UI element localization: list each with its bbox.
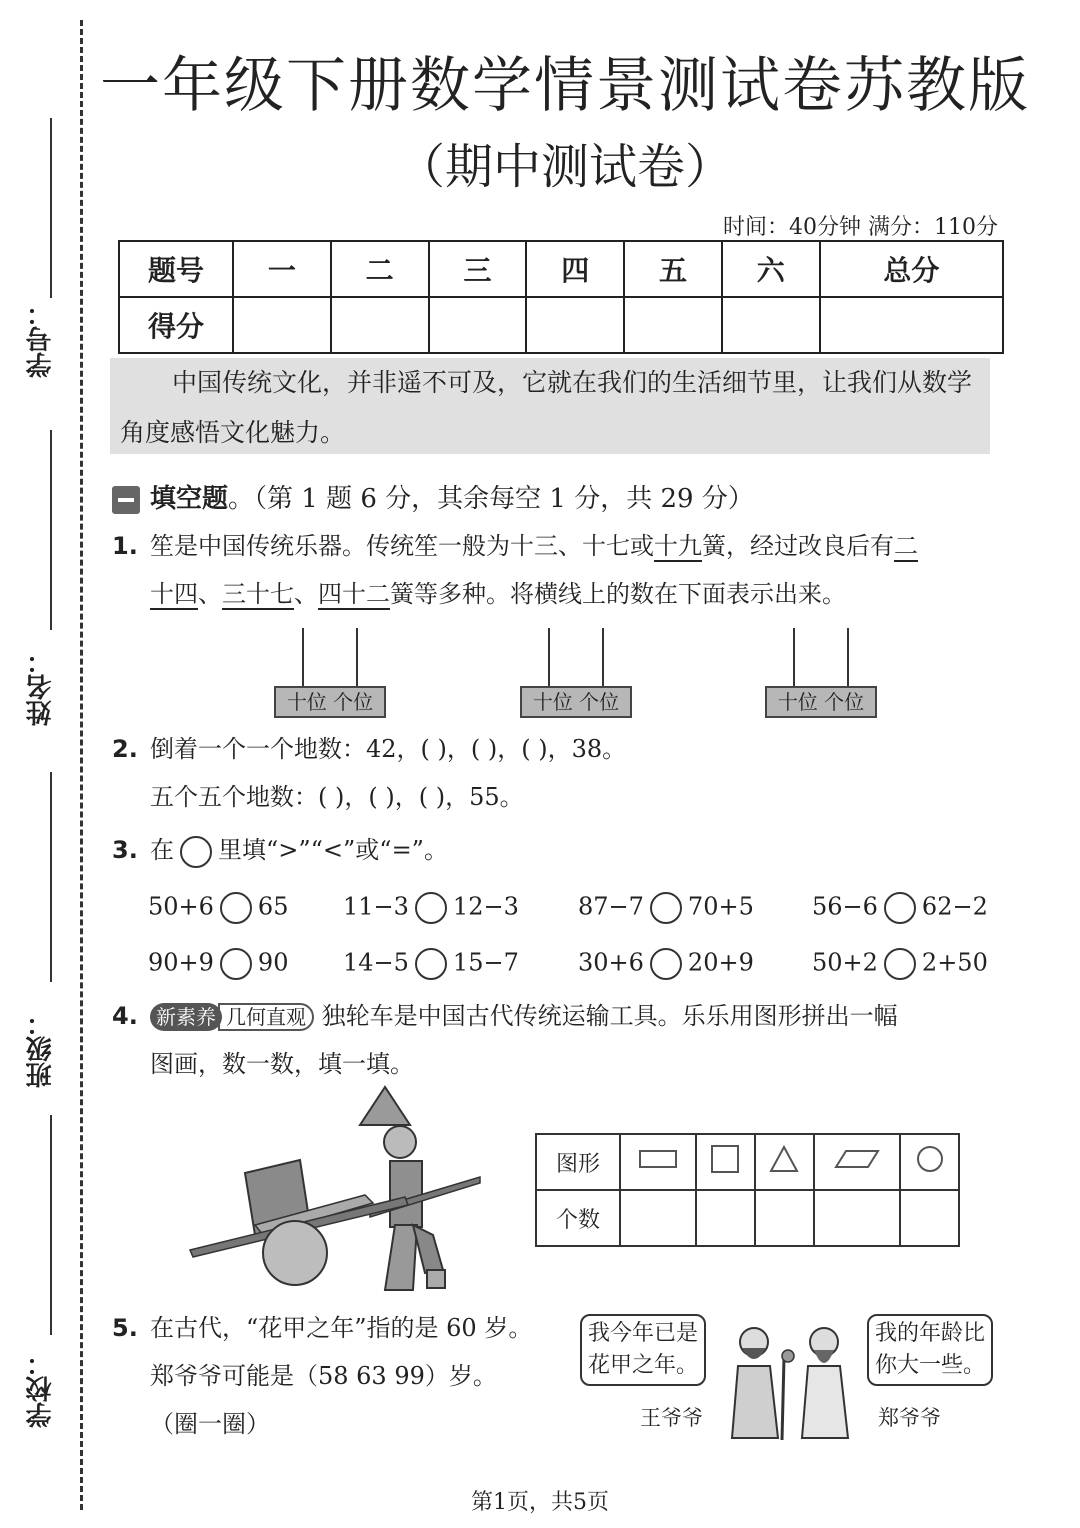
score-head-cell: 三: [429, 241, 527, 297]
foot-square: [427, 1270, 445, 1288]
body-rect: [390, 1161, 422, 1227]
compare-left: 14−5: [343, 948, 409, 977]
score-head-cell: 题号: [119, 241, 233, 297]
tens-rod: [793, 628, 795, 686]
q2-line-1[interactable]: 倒着一个一个地数：42，( )，( )，( )，38。: [150, 735, 627, 763]
score-head-cell: 总分: [820, 241, 1003, 297]
circle-shape-icon: [900, 1134, 959, 1190]
q4-text: 图画，数一数，填一填。: [150, 1050, 414, 1078]
question-number: 2.: [112, 735, 138, 763]
compare-item: [148, 892, 288, 924]
compare-circle[interactable]: [220, 892, 252, 924]
q1-underlined: 四十二: [318, 580, 390, 608]
bubble-text: 花甲之年。: [588, 1353, 699, 1378]
compare-right: 90: [257, 948, 289, 977]
intro-text: [110, 358, 990, 454]
bubble-text: 我今年已是: [588, 1321, 699, 1346]
wheelbarrow-picture: [185, 1085, 485, 1295]
score-input-cell[interactable]: [429, 297, 527, 353]
question-number: 3.: [112, 836, 138, 864]
section-1-heading: [112, 478, 754, 515]
count-input-cell[interactable]: [814, 1190, 900, 1246]
exam-meta: 时间：40分钟 满分：110分: [723, 215, 998, 240]
student-no-label: 学号：: [26, 300, 56, 378]
score-input-cell[interactable]: [526, 297, 624, 353]
binding-dashed-line: [80, 20, 83, 1510]
score-input-cell[interactable]: [722, 297, 820, 353]
compare-right: 2+50: [921, 948, 988, 977]
count-input-cell[interactable]: [620, 1190, 696, 1246]
compare-left: 11−3: [343, 892, 409, 921]
page-subtitle: （期中测试卷）: [396, 139, 733, 195]
wang-cane: [782, 1358, 784, 1440]
question-3: [112, 826, 448, 874]
q1-text: 簧等多种。将横线上的数在下面表示出来。: [390, 580, 846, 608]
question-4: [112, 992, 1012, 1088]
q3-text: 里填“>”“<”或“=”。: [218, 836, 448, 864]
compare-left: 50+6: [148, 892, 214, 921]
section-number-icon: [112, 486, 140, 514]
score-input-cell[interactable]: [820, 297, 1003, 353]
compare-item: [812, 948, 988, 980]
q4-text: 独轮车是中国古代传统运输工具。乐乐用图形拼出一幅: [321, 1002, 898, 1030]
question-number: 4.: [112, 1002, 138, 1030]
question-2: [112, 725, 626, 821]
q1-underlined: 十四: [150, 580, 198, 608]
section-title: 填空题: [150, 484, 229, 514]
zheng-beard: [814, 1350, 834, 1363]
question-1: [112, 522, 1012, 618]
leg-right: [413, 1225, 443, 1273]
compare-right: 65: [257, 892, 289, 921]
tens-rod: [548, 628, 550, 686]
compare-circle[interactable]: [884, 892, 916, 924]
geometry-tag: 几何直观: [218, 1003, 314, 1031]
q1-underlined: 十九: [654, 532, 702, 560]
compare-item: [148, 948, 288, 980]
shape-count-table: [535, 1133, 960, 1247]
ones-rod: [356, 628, 358, 686]
score-head-cell: 五: [624, 241, 722, 297]
q1-underlined: 三十七: [222, 580, 294, 608]
compare-item: [578, 948, 754, 980]
abacus-label: 十位 个位: [520, 686, 632, 718]
leg-left: [385, 1225, 417, 1290]
score-row-label: 得分: [119, 297, 233, 353]
compare-item: [578, 892, 754, 924]
compare-right: 15−7: [452, 948, 519, 977]
compare-circle[interactable]: [650, 948, 682, 980]
score-input-cell[interactable]: [624, 297, 722, 353]
question-number: 5.: [112, 1314, 138, 1342]
question-number: 1.: [112, 532, 138, 560]
bubble-text: 你大一些。: [875, 1353, 986, 1378]
compare-circle[interactable]: [415, 948, 447, 980]
tens-rod: [302, 628, 304, 686]
compare-left: 30+6: [578, 948, 644, 977]
section-note: 。（第 1 题 6 分，其余每空 1 分，共 29 分）: [228, 484, 754, 514]
zheng-name: 郑爷爷: [878, 1406, 941, 1430]
grandpas-illustration: [720, 1318, 860, 1443]
q1-text: 笙是中国传统乐器。传统笙一般为十三、十七或: [150, 532, 654, 560]
abacus-2[interactable]: [520, 628, 630, 718]
q5-choices[interactable]: 郑爷爷可能是（58 63 99）岁。: [150, 1362, 497, 1390]
score-head-cell: 四: [526, 241, 624, 297]
q1-text: 、: [198, 580, 222, 608]
q1-underlined: 二: [894, 532, 918, 560]
name-rule: [50, 430, 52, 630]
cane-top: [782, 1350, 794, 1362]
compare-right: 12−3: [452, 892, 519, 921]
handle-bar: [370, 1177, 480, 1217]
speech-bubble-wang: [580, 1314, 706, 1386]
student-no-rule: [50, 118, 52, 298]
q5-text: 在古代，“花甲之年”指的是 60 岁。: [150, 1314, 533, 1342]
wang-beard: [742, 1348, 766, 1359]
wang-name: 王爷爷: [640, 1406, 703, 1430]
compare-item: [343, 948, 519, 980]
score-input-cell[interactable]: [233, 297, 331, 353]
school-label: 学校：: [26, 1350, 56, 1428]
compare-right: 20+9: [687, 948, 754, 977]
count-row-label: 个数: [536, 1190, 620, 1246]
count-input-cell[interactable]: [900, 1190, 959, 1246]
literacy-tag: 新素养: [150, 1003, 222, 1031]
class-label: 班级：: [26, 1010, 56, 1088]
bubble-text: 我的年龄比: [875, 1321, 986, 1346]
count-input-cell[interactable]: [696, 1190, 755, 1246]
score-head-cell: 六: [722, 241, 820, 297]
intro-content: 中国传统文化，并非遥不可及，它就在我们的生活细节里，让我们从数学角度感悟文化魅力。: [120, 368, 973, 447]
parallelogram-icon: [814, 1134, 900, 1190]
compare-left: 50+2: [812, 948, 878, 977]
ones-rod: [847, 628, 849, 686]
school-rule: [50, 1115, 52, 1335]
zheng-robe: [802, 1366, 848, 1438]
question-5: [112, 1304, 532, 1448]
page-title: 一年级下册数学情景测试卷苏教版: [100, 51, 1030, 121]
hat-triangle: [360, 1087, 410, 1125]
page-footer: 第1页，共5页: [471, 1490, 609, 1515]
q5-instruction: （圈一圈）: [150, 1410, 270, 1438]
compare-right: 62−2: [921, 892, 988, 921]
shape-row-label: 图形: [536, 1134, 620, 1190]
compare-circle[interactable]: [415, 892, 447, 924]
compare-left: 56−6: [812, 892, 878, 921]
q3-text: 在: [150, 836, 174, 864]
compare-circle[interactable]: [220, 948, 252, 980]
score-head-cell: 二: [331, 241, 429, 297]
wang-robe: [732, 1366, 778, 1438]
compare-right: 70+5: [687, 892, 754, 921]
class-rule: [50, 772, 52, 982]
circle-icon: [180, 836, 212, 868]
abacus-label: 十位 个位: [765, 686, 877, 718]
score-table: [118, 240, 1004, 354]
speech-bubble-zheng: [867, 1314, 993, 1386]
compare-circle[interactable]: [884, 948, 916, 980]
count-input-cell[interactable]: [755, 1190, 814, 1246]
ones-rod: [602, 628, 604, 686]
head-circle: [384, 1126, 416, 1158]
score-head-cell: 一: [233, 241, 331, 297]
compare-item: [343, 892, 519, 924]
wheel-circle: [263, 1221, 327, 1285]
rectangle-icon: [620, 1134, 696, 1190]
compare-left: 90+9: [148, 948, 214, 977]
name-label: 姓名：: [26, 648, 56, 726]
score-input-cell[interactable]: [331, 297, 429, 353]
abacus-1[interactable]: [274, 628, 384, 718]
abacus-label: 十位 个位: [274, 686, 386, 718]
triangle-icon: [755, 1134, 814, 1190]
q1-text: 、: [294, 580, 318, 608]
q1-text: 簧，经过改良后有: [702, 532, 894, 560]
compare-item: [812, 892, 988, 924]
q2-line-2[interactable]: 五个五个地数：( )，( )，( )，55。: [150, 783, 524, 811]
compare-left: 87−7: [578, 892, 644, 921]
abacus-3[interactable]: [765, 628, 875, 718]
compare-circle[interactable]: [650, 892, 682, 924]
square-icon: [696, 1134, 755, 1190]
